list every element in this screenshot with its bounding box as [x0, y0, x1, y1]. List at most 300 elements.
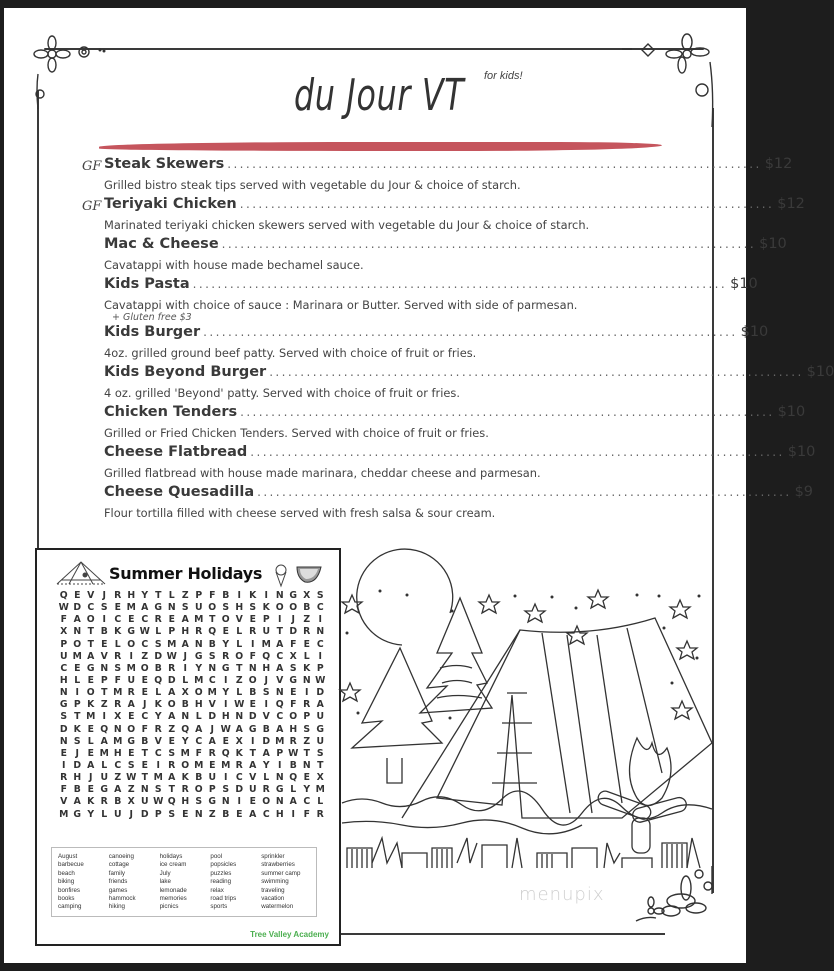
- grid-letter: M: [113, 687, 123, 699]
- grid-letter: E: [303, 772, 310, 784]
- grid-letter: I: [251, 638, 255, 650]
- grid-letter: I: [264, 590, 268, 601]
- grid-letter: L: [236, 687, 243, 699]
- grid-letter: B: [73, 784, 81, 796]
- grid-letter: M: [194, 614, 204, 626]
- word-list-item: beach: [58, 869, 75, 877]
- grid-letter: I: [224, 772, 228, 784]
- grid-letter: M: [72, 650, 82, 662]
- gluten-free-mark: GF: [82, 159, 102, 174]
- grid-letter: X: [289, 650, 297, 662]
- grid-letter: L: [114, 638, 121, 650]
- grid-row: [57, 590, 327, 602]
- grid-letter: Q: [262, 650, 271, 662]
- grid-letter: W: [315, 674, 326, 686]
- grid-letter: I: [75, 687, 79, 699]
- grid-letter: U: [140, 796, 149, 808]
- grid-letter: F: [290, 638, 297, 650]
- grid-letter: T: [249, 747, 256, 759]
- grid-letter: E: [290, 687, 297, 699]
- grid-letter: K: [87, 796, 95, 808]
- grid-letter: N: [302, 759, 311, 771]
- word-list-column: [210, 853, 259, 912]
- grid-letter: M: [167, 638, 177, 650]
- grid-letter: E: [222, 735, 229, 747]
- grid-letter: X: [60, 626, 68, 638]
- dot-leader: ......................................................................................: [269, 365, 804, 379]
- grid-letter: Y: [181, 735, 189, 747]
- grid-letter: W: [234, 699, 245, 711]
- grid-letter: O: [194, 784, 203, 796]
- grid-letter: G: [289, 674, 298, 686]
- item-name: Teriyaki Chicken: [104, 196, 237, 212]
- word-list-column: [160, 853, 209, 912]
- word-list-item: camping: [58, 903, 82, 911]
- word-list-item: traveling: [261, 886, 285, 894]
- grid-letter: R: [154, 614, 162, 626]
- grid-letter: E: [74, 590, 81, 601]
- grid-letter: R: [316, 808, 324, 820]
- dot-leader: ......................................................................................: [203, 325, 738, 339]
- grid-letter: Q: [289, 772, 298, 784]
- grid-letter: A: [73, 614, 81, 626]
- grid-letter: S: [100, 602, 108, 614]
- grid-row: [57, 675, 327, 687]
- grid-letter: M: [315, 784, 325, 796]
- grid-letter: O: [208, 602, 217, 614]
- grid-letter: Z: [100, 699, 108, 711]
- grid-letter: E: [141, 687, 148, 699]
- grid-row: [57, 748, 327, 760]
- grid-letter: S: [208, 650, 216, 662]
- grid-letter: L: [195, 711, 202, 723]
- grid-letter: I: [224, 699, 228, 711]
- grid-letter: S: [222, 602, 230, 614]
- word-list: [51, 847, 317, 917]
- grid-letter: C: [114, 759, 122, 771]
- grid-letter: S: [303, 723, 311, 735]
- grid-letter: F: [303, 808, 310, 820]
- grid-letter: C: [276, 711, 284, 723]
- grid-letter: U: [248, 784, 257, 796]
- grid-letter: E: [128, 711, 135, 723]
- grid-letter: T: [101, 687, 108, 699]
- grid-letter: C: [87, 602, 95, 614]
- item-price: $10: [787, 444, 816, 460]
- grid-row: [57, 772, 327, 784]
- moon-icon: [357, 549, 453, 645]
- grid-letter: D: [289, 626, 298, 638]
- grid-letter: U: [262, 626, 271, 638]
- grid-row: [57, 736, 327, 748]
- grid-letter: F: [114, 674, 121, 686]
- grid-letter: V: [208, 699, 216, 711]
- grid-letter: G: [100, 784, 109, 796]
- grid-letter: C: [303, 796, 311, 808]
- grid-letter: N: [248, 662, 257, 674]
- grid-letter: G: [59, 699, 68, 711]
- grid-letter: V: [262, 711, 270, 723]
- item-name: Cheese Quesadilla: [104, 484, 255, 500]
- grid-letter: E: [101, 638, 108, 650]
- grid-letter: A: [114, 784, 122, 796]
- item-description: 4oz. grilled ground beef patty. Served with choice of fruit or fries.: [104, 346, 477, 360]
- menu-item-steak-skewers: [82, 156, 793, 196]
- restaurant-title: du Jour VT: [294, 70, 465, 121]
- grid-letter: I: [251, 735, 255, 747]
- grid-letter: D: [316, 687, 325, 699]
- item-description: Flour tortilla filled with cheese served with fresh salsa & sour cream.: [104, 506, 496, 520]
- grid-letter: D: [248, 711, 257, 723]
- grid-letter: N: [194, 638, 203, 650]
- grid-letter: Y: [303, 784, 311, 796]
- grid-letter: R: [195, 626, 203, 638]
- grid-letter: C: [276, 650, 284, 662]
- grid-letter: G: [127, 735, 136, 747]
- grid-letter: C: [141, 638, 149, 650]
- grid-letter: O: [289, 602, 298, 614]
- grid-letter: I: [102, 614, 106, 626]
- grid-letter: F: [209, 590, 216, 601]
- grid-letter: U: [100, 772, 109, 784]
- grid-letter: Q: [100, 723, 109, 735]
- grid-letter: H: [235, 602, 244, 614]
- word-list-item: games: [108, 886, 128, 894]
- frame-border-bottom: [340, 933, 665, 935]
- grid-letter: S: [262, 687, 270, 699]
- grid-letter: K: [249, 590, 257, 601]
- grid-letter: Z: [208, 808, 216, 820]
- restaurant-header: [294, 70, 531, 121]
- campfire-icon: [596, 738, 688, 853]
- grid-letter: N: [194, 808, 203, 820]
- grid-letter: L: [101, 808, 108, 820]
- grid-letter: J: [143, 699, 147, 711]
- grid-row: [57, 602, 327, 614]
- grid-letter: K: [73, 723, 81, 735]
- grid-letter: R: [168, 662, 176, 674]
- watermelon-slice-icon: [295, 564, 323, 586]
- grid-letter: C: [316, 602, 324, 614]
- grid-letter: L: [236, 638, 243, 650]
- grid-letter: T: [141, 772, 148, 784]
- grid-letter: A: [262, 747, 270, 759]
- grid-letter: R: [208, 747, 216, 759]
- grid-letter: U: [208, 772, 217, 784]
- grid-letter: E: [141, 674, 148, 686]
- grid-letter: O: [86, 614, 95, 626]
- grid-letter: N: [59, 687, 68, 699]
- grid-letter: T: [209, 614, 216, 626]
- word-list-item: popsicles: [210, 861, 237, 869]
- grid-letter: A: [235, 723, 243, 735]
- grid-letter: A: [289, 796, 297, 808]
- grid-letter: D: [73, 602, 82, 614]
- menu-item-cheese-quesadilla: [104, 484, 814, 524]
- grid-letter: H: [113, 747, 122, 759]
- grid-letter: A: [249, 759, 257, 771]
- grid-letter: J: [89, 772, 93, 784]
- sky-dots: [346, 590, 701, 720]
- grid-letter: L: [182, 674, 189, 686]
- grid-letter: Y: [222, 687, 230, 699]
- grid-letter: A: [141, 602, 149, 614]
- grid-letter: T: [168, 784, 175, 796]
- grid-letter: F: [290, 699, 297, 711]
- grid-letter: Z: [141, 650, 149, 662]
- grid-row: [57, 724, 327, 736]
- grid-letter: X: [181, 687, 189, 699]
- grid-letter: Z: [235, 674, 243, 686]
- grid-letter: B: [181, 699, 189, 711]
- grid-letter: M: [126, 602, 136, 614]
- grid-letter: N: [275, 772, 284, 784]
- puzzle-credit: Tree Valley Academy: [250, 930, 329, 939]
- grid-letter: I: [224, 674, 228, 686]
- kids-menu-label: for kids!: [484, 70, 523, 82]
- word-list-item: ice cream: [159, 861, 187, 869]
- grid-letter: K: [154, 699, 162, 711]
- grid-letter: R: [289, 735, 297, 747]
- grid-letter: S: [249, 602, 257, 614]
- grid-letter: I: [264, 699, 268, 711]
- grid-letter: R: [114, 650, 122, 662]
- grid-letter: B: [249, 687, 257, 699]
- grid-letter: Z: [303, 614, 311, 626]
- flower-corner-top-right-icon: [612, 32, 722, 127]
- grid-letter: L: [74, 674, 81, 686]
- grid-letter: S: [73, 735, 81, 747]
- grid-letter: A: [208, 735, 216, 747]
- grid-letter: Q: [275, 699, 284, 711]
- dot-leader: ......................................................................................: [192, 277, 728, 291]
- grid-letter: R: [154, 723, 162, 735]
- word-list-item: August: [58, 853, 78, 860]
- grid-letter: Z: [114, 772, 122, 784]
- item-price: $10: [740, 324, 769, 340]
- grid-letter: R: [235, 759, 243, 771]
- grid-letter: F: [60, 614, 67, 626]
- grid-letter: E: [249, 699, 256, 711]
- grid-letter: A: [316, 699, 324, 711]
- item-name: Kids Beyond Burger: [104, 364, 267, 380]
- grid-letter: H: [194, 699, 203, 711]
- word-list-item: sprinkler: [261, 853, 285, 860]
- grid-letter: B: [154, 662, 162, 674]
- grid-letter: I: [278, 759, 282, 771]
- grid-letter: S: [60, 711, 68, 723]
- grid-letter: P: [73, 699, 81, 711]
- item-price: $12: [777, 196, 805, 212]
- grid-letter: L: [168, 590, 175, 601]
- grid-letter: O: [289, 711, 298, 723]
- grid-letter: S: [114, 662, 122, 674]
- word-list-column: [58, 853, 107, 912]
- word-list-item: family: [108, 869, 125, 877]
- grid-letter: D: [59, 723, 68, 735]
- grid-letter: T: [87, 626, 94, 638]
- word-search-puzzle: [35, 548, 341, 946]
- brush-stroke-divider: [99, 142, 662, 151]
- grid-letter: T: [236, 662, 243, 674]
- grid-letter: M: [207, 687, 217, 699]
- kids-menu-list: [82, 156, 834, 524]
- grid-letter: O: [86, 687, 95, 699]
- grid-letter: C: [60, 662, 68, 674]
- grid-letter: S: [168, 747, 176, 759]
- grid-letter: Y: [222, 638, 230, 650]
- grid-letter: T: [74, 711, 81, 723]
- grid-row: [57, 687, 327, 699]
- grid-letter: Z: [127, 784, 135, 796]
- word-list-item: cottage: [108, 861, 130, 869]
- grid-letter: E: [303, 638, 310, 650]
- grid-letter: I: [237, 796, 241, 808]
- grid-letter: B: [289, 759, 297, 771]
- tent-icon: [55, 560, 107, 586]
- item-name: Kids Burger: [104, 324, 201, 340]
- grid-letter: E: [182, 808, 189, 820]
- dot-leader: ......................................................................................: [250, 445, 785, 459]
- grid-letter: W: [153, 796, 164, 808]
- grid-letter: J: [183, 650, 187, 662]
- item-description: Grilled flatbread with house made marinara, cheddar cheese and parmesan.: [104, 466, 541, 480]
- grid-letter: Q: [154, 674, 163, 686]
- word-list-item: July: [159, 869, 171, 877]
- item-description: Cavatappi with choice of sauce : Marinara or Butter. Served with side of parmesan.: [104, 298, 578, 312]
- grid-letter: R: [222, 650, 230, 662]
- item-name: Mac & Cheese: [104, 236, 219, 252]
- grid-letter: W: [58, 602, 69, 614]
- grid-letter: N: [208, 662, 217, 674]
- grid-letter: K: [114, 626, 122, 638]
- grid-letter: M: [153, 772, 163, 784]
- grid-letter: C: [195, 735, 203, 747]
- grid-letter: E: [114, 602, 121, 614]
- word-list-item: reading: [210, 878, 232, 886]
- grid-letter: F: [141, 723, 148, 735]
- grid-letter: M: [99, 747, 109, 759]
- menu-item-chicken-tenders: [104, 404, 806, 444]
- grid-letter: C: [141, 711, 149, 723]
- grid-letter: R: [60, 772, 68, 784]
- grid-letter: M: [194, 759, 204, 771]
- grid-letter: I: [129, 650, 133, 662]
- grid-letter: X: [235, 735, 243, 747]
- item-description: Grilled bistro steak tips served with vegetable du Jour & choice of starch.: [104, 178, 521, 192]
- menu-item-kids-beyond-burger: [104, 364, 834, 404]
- grid-letter: R: [249, 626, 257, 638]
- item-price: $10: [730, 276, 758, 292]
- item-name: Kids Pasta: [104, 276, 190, 292]
- grid-letter: P: [316, 662, 324, 674]
- grid-letter: N: [167, 602, 176, 614]
- grid-letter: B: [222, 808, 230, 820]
- grid-letter: L: [236, 626, 243, 638]
- grid-letter: U: [316, 735, 325, 747]
- grid-letter: U: [113, 808, 122, 820]
- grid-letter: H: [181, 796, 190, 808]
- grid-letter: W: [220, 723, 231, 735]
- grid-letter: M: [221, 759, 231, 771]
- grid-letter: J: [291, 614, 295, 626]
- grid-letter: V: [100, 650, 108, 662]
- grid-letter: D: [154, 650, 163, 662]
- word-list-item: memories: [159, 894, 187, 902]
- grid-letter: U: [316, 711, 325, 723]
- grid-letter: C: [141, 614, 149, 626]
- grid-letter: G: [316, 723, 325, 735]
- grid-letter: Q: [59, 590, 68, 601]
- grid-letter: S: [154, 638, 162, 650]
- grid-letter: O: [235, 650, 244, 662]
- item-price: $10: [759, 236, 787, 252]
- grid-letter: N: [275, 796, 284, 808]
- word-list-column: [109, 853, 158, 912]
- grid-letter: W: [166, 650, 177, 662]
- grid-letter: T: [276, 626, 283, 638]
- grid-letter: A: [276, 723, 284, 735]
- grid-letter: O: [140, 662, 149, 674]
- grid-letter: I: [305, 687, 309, 699]
- grid-letter: G: [208, 796, 217, 808]
- grid-letter: Q: [167, 796, 176, 808]
- item-description: Cavatappi with house made bechamel sauce.: [104, 258, 364, 272]
- grid-letter: C: [262, 808, 270, 820]
- grid-letter: G: [289, 590, 298, 601]
- grid-letter: A: [87, 759, 95, 771]
- word-list-column: [261, 853, 310, 912]
- word-list-item: bonfires: [58, 886, 81, 894]
- grid-letter: E: [168, 735, 175, 747]
- grid-letter: G: [86, 662, 95, 674]
- grid-letter: P: [154, 808, 162, 820]
- grid-letter: M: [194, 674, 204, 686]
- grid-letter: H: [275, 808, 284, 820]
- word-list-item: lake: [159, 878, 171, 886]
- word-list-item: friends: [108, 878, 128, 886]
- grid-letter: Y: [195, 662, 203, 674]
- word-list-item: puzzles: [210, 869, 232, 877]
- grid-row: [57, 626, 327, 638]
- menu-item-teriyaki-chicken: [82, 196, 805, 236]
- grid-letter: A: [181, 638, 189, 650]
- grid-letter: E: [168, 614, 175, 626]
- grid-letter: N: [181, 711, 190, 723]
- grid-letter: H: [59, 674, 68, 686]
- grid-letter: M: [261, 638, 271, 650]
- grid-letter: R: [127, 687, 135, 699]
- grid-letter: S: [181, 602, 189, 614]
- grid-letter: L: [317, 796, 324, 808]
- grid-letter: O: [275, 602, 284, 614]
- grid-letter: Y: [141, 590, 149, 601]
- grid-letter: M: [59, 808, 69, 820]
- word-list-item: watermelon: [261, 903, 294, 911]
- grid-letter: O: [194, 687, 203, 699]
- grid-letter: O: [73, 638, 82, 650]
- grid-letter: E: [128, 614, 135, 626]
- item-description: Marinated teriyaki chicken skewers served with vegetable du Jour & choice of starch.: [104, 218, 590, 232]
- grid-letter: G: [73, 808, 82, 820]
- grid-letter: W: [139, 626, 150, 638]
- grid-letter: P: [100, 674, 108, 686]
- grid-letter: N: [140, 784, 149, 796]
- grid-letter: R: [168, 759, 176, 771]
- grid-letter: S: [222, 784, 230, 796]
- item-description: Grilled or Fried Chicken Tenders. Served with choice of fruit or fries.: [104, 426, 489, 440]
- grid-letter: J: [75, 747, 79, 759]
